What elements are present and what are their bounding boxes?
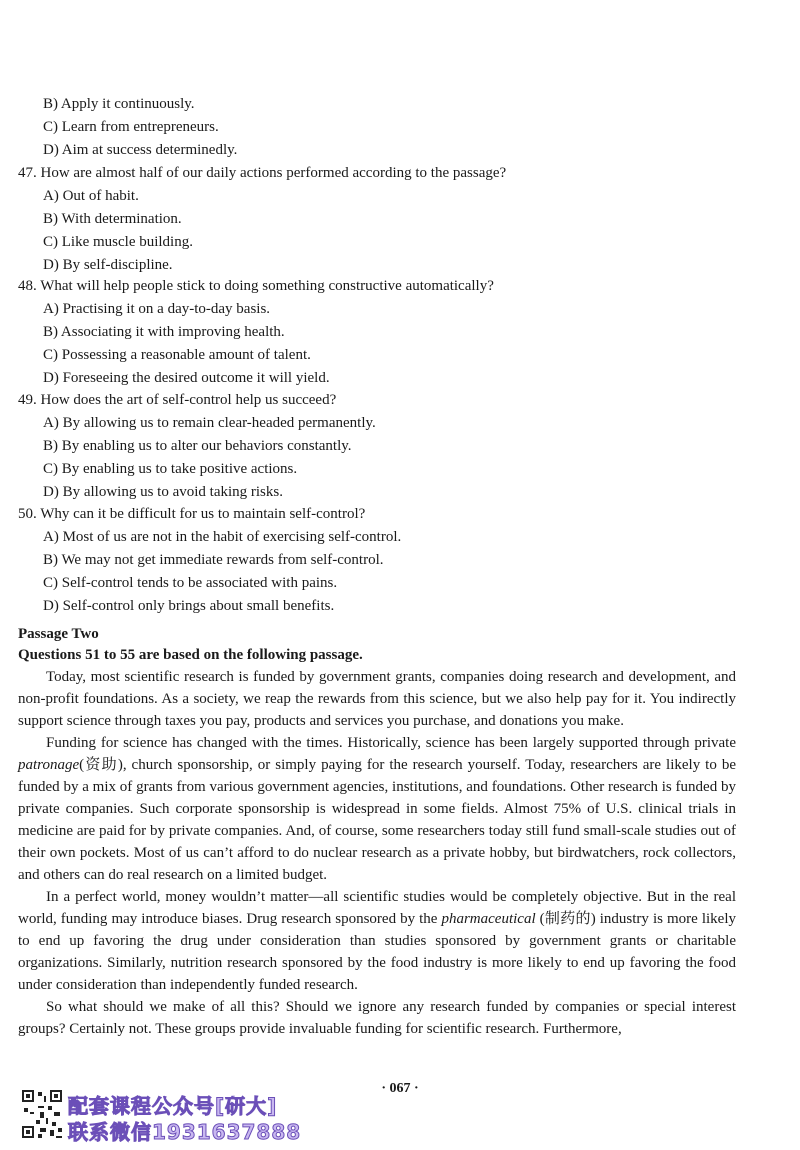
question-47	[18, 162, 758, 277]
option-b: B) Associating it with improving health.	[43, 324, 285, 340]
question-stem: 49. How does the art of self-control help us succeed?	[18, 392, 337, 408]
option-c: C) By enabling us to take positive actions.	[43, 461, 298, 477]
paragraph-2: Funding for science has changed with the times. Historically, science has been largely supported through private patronage(资助), church sponsorship, or simply paying for the research yourself. Today, researchers are likely to be funded by a mix of grants from various government agencies, institutions, and foundations. Other research is funded by private companies. Such corporate sponsorship is widespread in some fields. Almost 75% of U.S. clinical trials in medicine are paid for by private companies. And, of course, some researchers today still fund small-scale studies out of their own pockets. Most of us can’t afford to do nuclear research as a private hobby, but birdwatchers, rock collectors, and others can do real research on a limited budget.	[18, 735, 736, 883]
option-46-c: C) Learn from entrepreneurs.	[43, 119, 219, 135]
option-b: B) We may not get immediate rewards from self-control.	[43, 552, 384, 568]
option-d: D) By self-discipline.	[43, 257, 173, 273]
promo-watermark	[20, 1088, 320, 1144]
option-a: A) By allowing us to remain clear-headed permanently.	[43, 415, 376, 431]
option-d: D) Self-control only brings about small benefits.	[43, 598, 335, 614]
question-stem: 47. How are almost half of our daily actions performed according to the passage?	[18, 165, 507, 181]
question-49	[18, 389, 758, 504]
option-c: C) Self-control tends to be associated with pains.	[43, 575, 338, 591]
paragraph-1: Today, most scientific research is funded by government grants, companies doing research and development, and non-profit foundations. As a society, we reap the rewards from this science, but we also help pay for it. You indirectly support science through taxes you pay, products and services you purchase, and donations you make.	[18, 669, 736, 729]
passage-heading: Passage Two	[18, 626, 99, 642]
option-46-d: D) Aim at success determinedly.	[43, 142, 238, 158]
option-c: C) Like muscle building.	[43, 234, 193, 250]
italic-term: patronage	[18, 757, 80, 773]
passage-two	[18, 624, 736, 1040]
italic-term: pharmaceutical	[441, 911, 536, 927]
qr-code-icon	[20, 1088, 64, 1140]
option-d: D) Foreseeing the desired outcome it will yield.	[43, 370, 330, 386]
option-b: B) With determination.	[43, 211, 182, 227]
passage-instructions: Questions 51 to 55 are based on the following passage.	[18, 647, 363, 663]
option-a: A) Out of habit.	[43, 188, 139, 204]
option-c: C) Possessing a reasonable amount of talent.	[43, 347, 311, 363]
watermark-line-1: 配套课程公众号[研大]	[68, 1094, 278, 1118]
page-number: · 067 ·	[381, 1081, 419, 1096]
option-d: D) By allowing us to avoid taking risks.	[43, 484, 283, 500]
question-48	[18, 275, 758, 390]
option-46-b: B) Apply it continuously.	[43, 96, 195, 112]
paragraph-3: In a perfect world, money wouldn’t matter—all scientific studies would be completely objective. But in the real world, funding may introduce biases. Drug research sponsored by the pharmaceutical (制药的) industry is more likely to end up favoring the drug under consideration than studies sponsored by government grants or charitable organizations. Similarly, nutrition research sponsored by the food industry is more likely to end up favoring the food under consideration than independently funded research.	[18, 889, 736, 993]
question-stem: 50. Why can it be difficult for us to maintain self-control?	[18, 506, 366, 522]
question-stem: 48. What will help people stick to doing something constructive automatically?	[18, 278, 494, 294]
question-50	[18, 503, 758, 618]
watermark-line-2: 联系微信1931637888	[68, 1120, 302, 1144]
option-a: A) Most of us are not in the habit of exercising self-control.	[43, 529, 402, 545]
question-46-continued	[18, 93, 758, 162]
option-b: B) By enabling us to alter our behaviors constantly.	[43, 438, 352, 454]
option-a: A) Practising it on a day-to-day basis.	[43, 301, 271, 317]
paragraph-4: So what should we make of all this? Should we ignore any research funded by companies or special interest groups? Certainly not. These groups provide invaluable funding for scientific research. Furthermore,	[18, 999, 736, 1037]
